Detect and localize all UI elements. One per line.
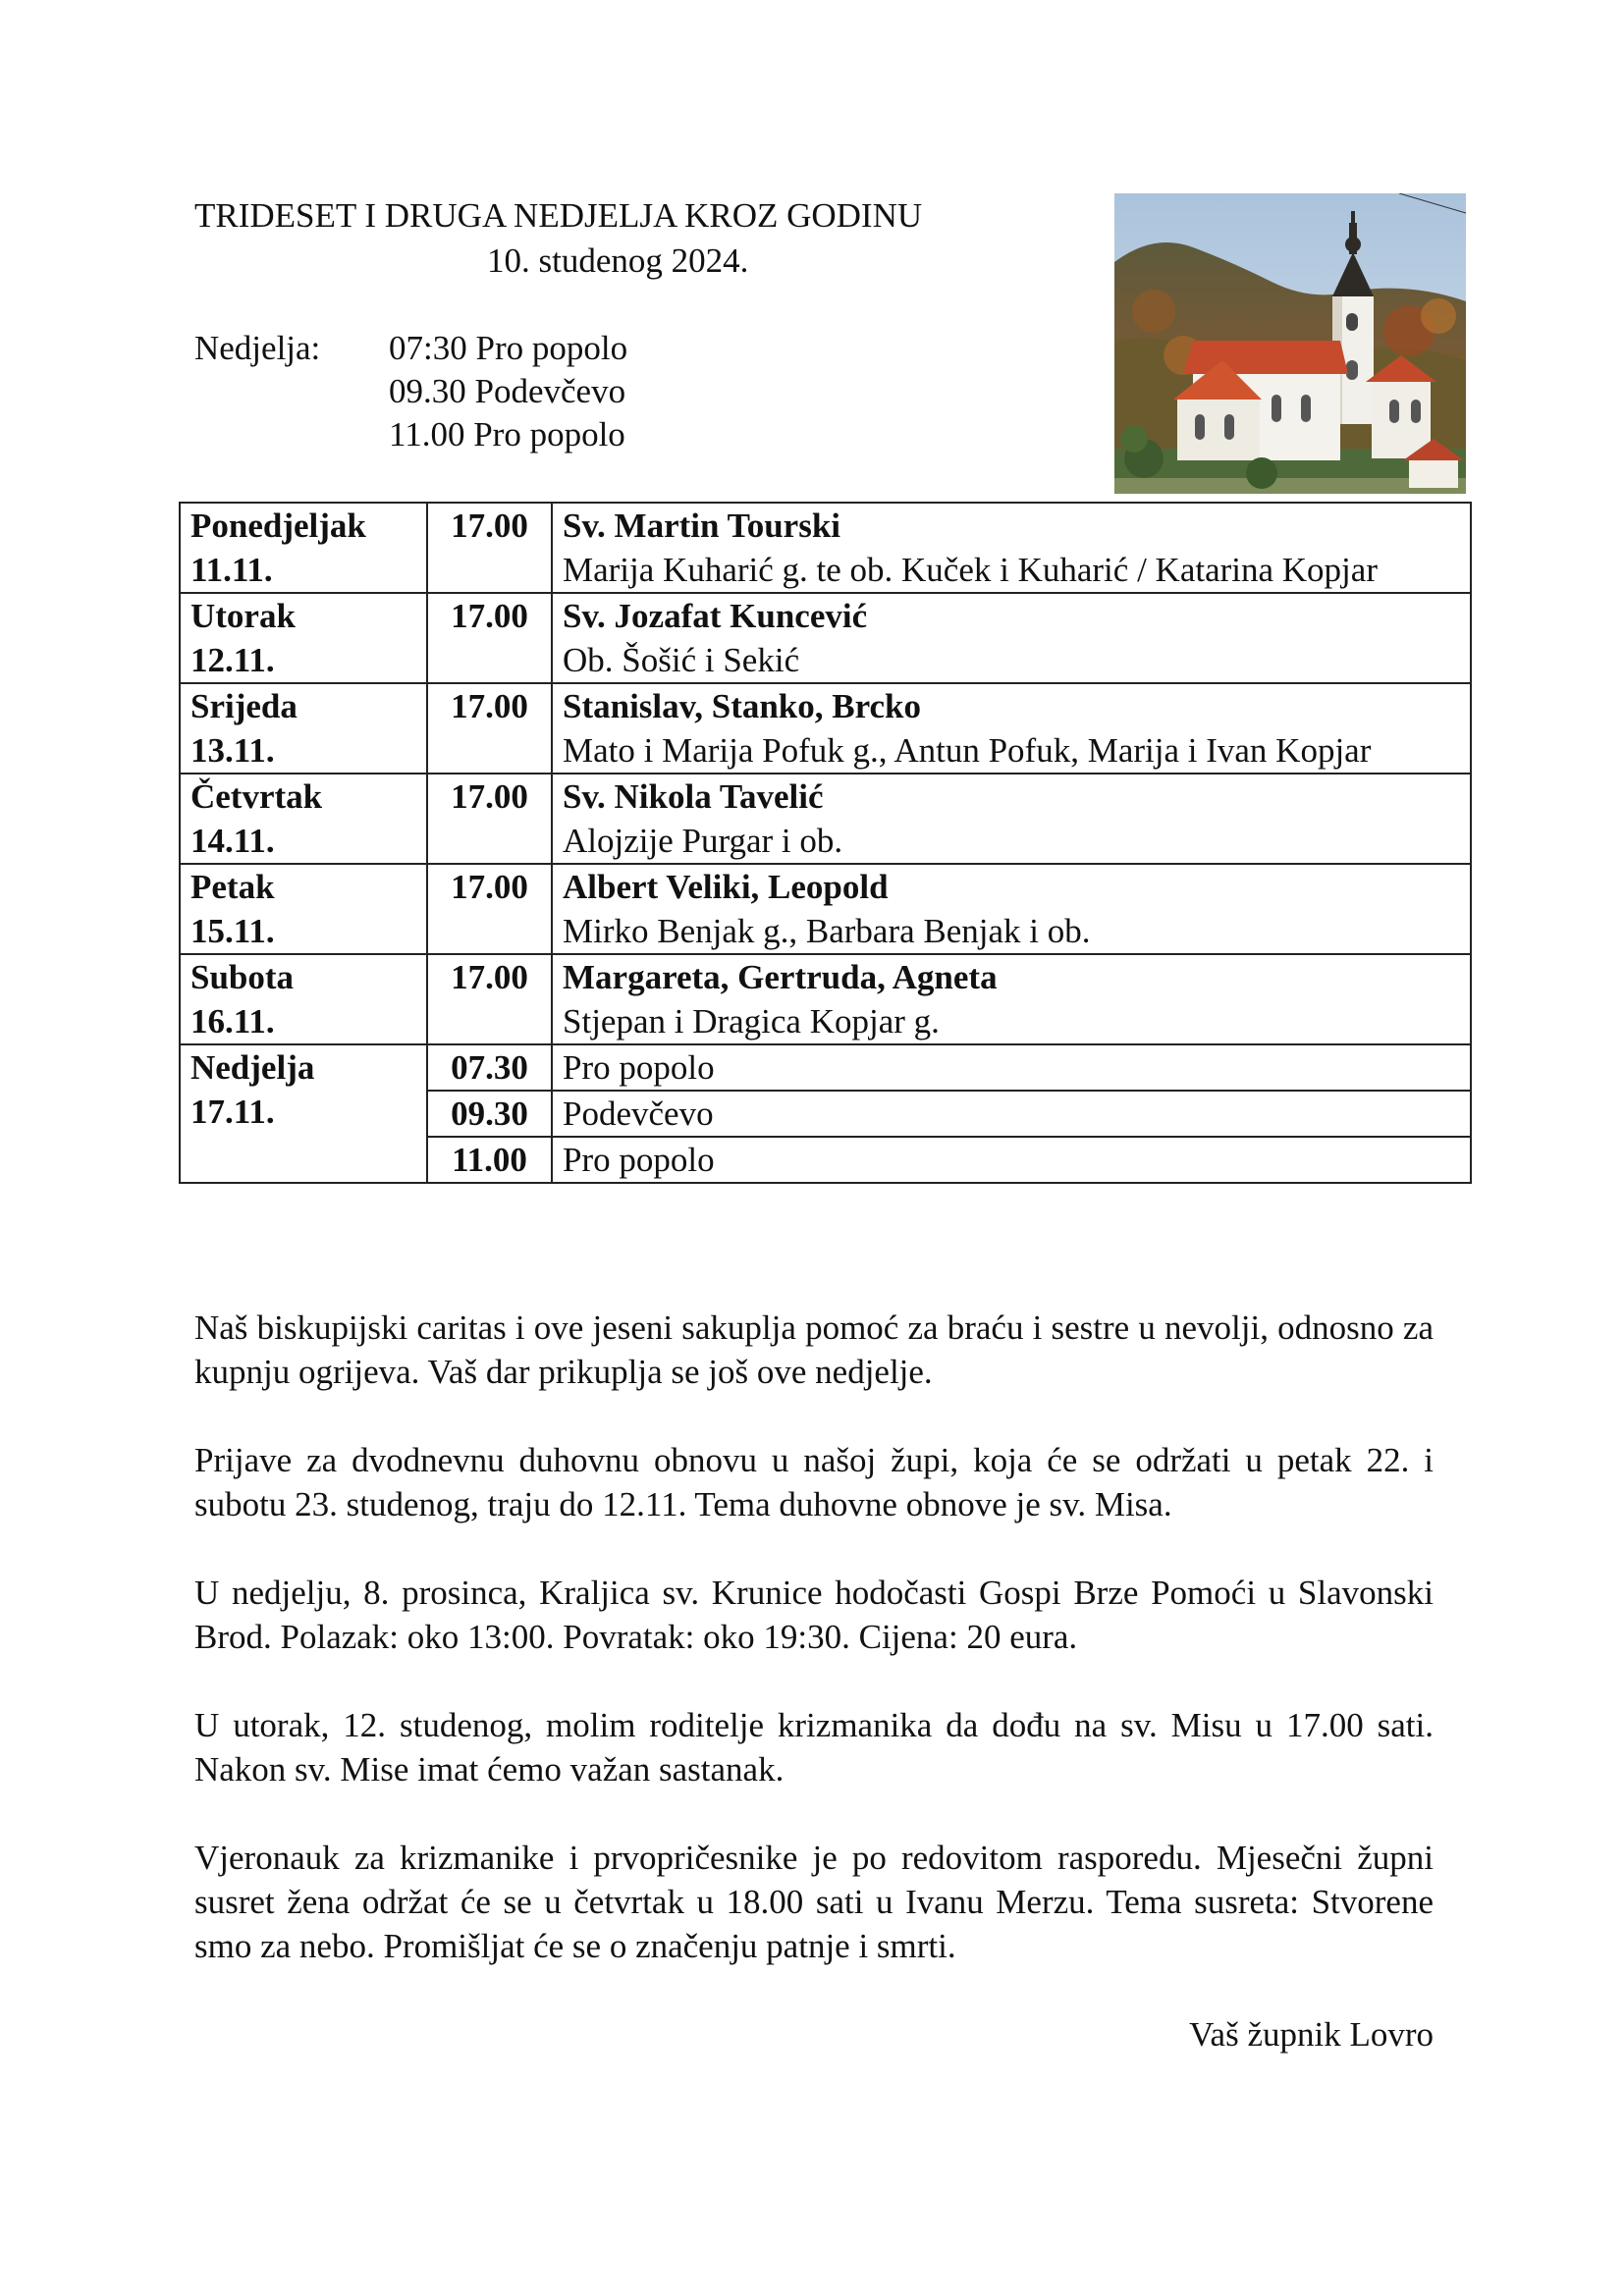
description-cell: Pro popolo (552, 1137, 1471, 1183)
description-cell (552, 864, 1471, 954)
mass-intention: Stjepan i Dragica Kopjar g. (563, 1002, 940, 1041)
time-cell: 17.00 (427, 864, 552, 954)
description-cell: Podevčevo (552, 1091, 1471, 1137)
bulletin-date: 10. studenog 2024. (487, 241, 749, 280)
day-cell (180, 864, 427, 954)
day-name: Subota (190, 958, 295, 996)
saint-name: Albert Veliki, Leopold (563, 868, 889, 906)
mass-intention: Marija Kuharić g. te ob. Kuček i Kuharić / Katarina Kopjar (563, 551, 1378, 589)
day-name: Utorak (190, 597, 296, 635)
time-cell: 11.00 (427, 1137, 552, 1183)
description-cell (552, 774, 1471, 864)
day-cell (180, 954, 427, 1044)
sunday-mass-item: 11.00 Pro popolo (389, 415, 625, 454)
day-name: Nedjelja (190, 1048, 315, 1087)
announcement-retreat: Prijave za dvodnevnu duhovnu obnovu u našoj župi, koja će se održati u petak 22. i subotu 23. studenog, traju do 12.11. Tema duhovne obnove je sv. Misa. (194, 1441, 1434, 1523)
sunday-mass-list (389, 327, 627, 456)
time-cell: 17.00 (427, 954, 552, 1044)
time-cell: 17.00 (427, 683, 552, 774)
table-row (180, 774, 1471, 864)
announcement-caritas: Naš biskupijski caritas i ove jeseni sakuplja pomoć za braću i sestre u nevolji, odnosno za kupnju ogrijeva. Vaš dar prikuplja se još ove nedjelje. (194, 1308, 1434, 1391)
time-cell: 17.00 (427, 774, 552, 864)
day-cell (180, 1044, 427, 1183)
day-cell (180, 683, 427, 774)
time-cell: 07.30 (427, 1044, 552, 1091)
announcements (194, 1306, 1434, 2012)
table-row (180, 1044, 1471, 1091)
announcement-confirmation-parents: U utorak, 12. studenog, molim roditelje krizmanika da dođu na sv. Misu u 17.00 sati. Nakon sv. Mise imat ćemo važan sastanak. (194, 1706, 1434, 1789)
day-date: 11.11. (190, 551, 273, 589)
day-date: 13.11. (190, 731, 275, 770)
day-date: 17.11. (190, 1093, 275, 1131)
day-date: 12.11. (190, 641, 275, 679)
day-cell (180, 503, 427, 593)
saint-name: Sv. Jozafat Kuncević (563, 597, 868, 635)
table-row (180, 503, 1471, 593)
announcement-catechesis: Vjeronauk za krizmanike i prvopričesnike je po redovitom rasporedu. Mjesečni župni susret žena održat će se u četvrtak u 18.00 sati u Ivanu Merzu. Tema susreta: Stvorene smo za nebo. Promišljat će se o značenju patnje i smrti. (194, 1839, 1434, 1965)
table-row (180, 683, 1471, 774)
church-image (1114, 193, 1466, 494)
mass-intention: Mato i Marija Pofuk g., Antun Pofuk, Marija i Ivan Kopjar (563, 731, 1372, 770)
day-cell (180, 593, 427, 683)
day-cell (180, 774, 427, 864)
day-name: Petak (190, 868, 275, 906)
saint-name: Sv. Nikola Tavelić (563, 777, 824, 816)
bulletin-title: TRIDESET I DRUGA NEDJELJA KROZ GODINU (194, 196, 923, 235)
day-date: 14.11. (190, 822, 275, 860)
day-date: 15.11. (190, 912, 275, 950)
mass-intention: Ob. Šošić i Sekić (563, 641, 800, 679)
time-cell: 17.00 (427, 503, 552, 593)
saint-name: Margareta, Gertruda, Agneta (563, 958, 998, 996)
mass-intention: Alojzije Purgar i ob. (563, 822, 843, 860)
description-cell (552, 683, 1471, 774)
sunday-label: Nedjelja: (194, 329, 321, 367)
description-cell: Pro popolo (552, 1044, 1471, 1091)
table-row (180, 864, 1471, 954)
saint-name: Stanislav, Stanko, Brcko (563, 687, 922, 725)
announcement-pilgrimage: U nedjelju, 8. prosinca, Kraljica sv. Krunice hodočasti Gospi Brze Pomoći u Slavonski Brod. Polazak: oko 13:00. Povratak: oko 19:30. Cijena: 20 eura. (194, 1574, 1434, 1656)
day-name: Četvrtak (190, 777, 323, 816)
day-date: 16.11. (190, 1002, 275, 1041)
saint-name: Sv. Martin Tourski (563, 507, 841, 545)
description-cell (552, 954, 1471, 1044)
sunday-mass-item: 07:30 Pro popolo (389, 329, 628, 367)
signature: Vaš župnik Lovro (1189, 2015, 1434, 2054)
day-name: Ponedjeljak (190, 507, 366, 545)
sunday-mass-item: 09.30 Podevčevo (389, 372, 626, 410)
day-name: Srijeda (190, 687, 298, 725)
time-cell: 17.00 (427, 593, 552, 683)
mass-intention: Mirko Benjak g., Barbara Benjak i ob. (563, 912, 1091, 950)
description-cell (552, 593, 1471, 683)
description-cell (552, 503, 1471, 593)
table-row (180, 593, 1471, 683)
weekly-schedule-table (179, 502, 1472, 1184)
time-cell: 09.30 (427, 1091, 552, 1137)
table-row (180, 954, 1471, 1044)
